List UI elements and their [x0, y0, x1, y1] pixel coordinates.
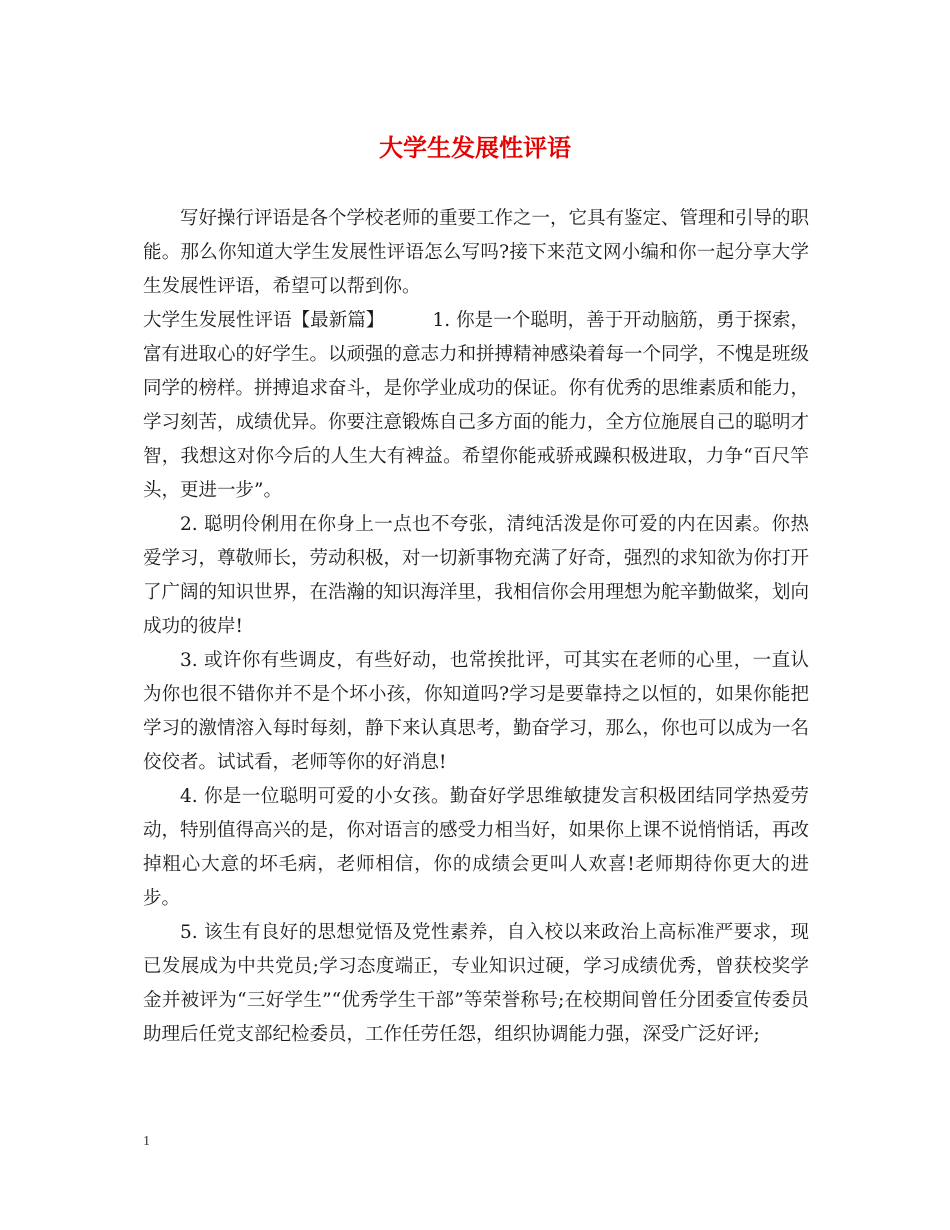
- section-paragraph: [143, 304, 809, 508]
- document-body: [143, 202, 809, 1052]
- section-heading: 大学生发展性评语【最新篇】: [143, 310, 385, 331]
- list-item: 2. 聪明伶俐用在你身上一点也不夸张，清纯活泼是你可爱的内在因素。你热爱学习，尊敬师长，劳动积极，对一切新事物充满了好奇，强烈的求知欲为你打开了广阔的知识世界，在浩瀚的知识海洋里，我相信你会用理想为舵辛勤做桨，划向成功的彼岸!: [143, 514, 810, 637]
- list-item: 1. 你是一个聪明，善于开动脑筋，勇于探索，富有进取心的好学生。以顽强的意志力和拼搏精神感染着每一个同学，不愧是班级同学的榜样。拼搏追求奋斗，是你学业成功的保证。你有优秀的思维素质和能力，学习刻苦，成绩优异。你要注意锻炼自己多方面的能力，全方位施展自己的聪明才智，我想这对你今后的人生大有裨益。希望你能戒骄戒躁积极进取，力争“百尺竿头，更进一步”。: [143, 310, 810, 501]
- intro-paragraph: 写好操行评语是各个学校老师的重要工作之一，它具有鉴定、管理和引导的职能。那么你知道大学生发展性评语怎么写吗?接下来范文网小编和你一起分享大学生发展性评语，希望可以帮到你。: [143, 208, 810, 297]
- page-number: 1: [143, 1134, 150, 1149]
- document-title: 大学生发展性评语: [379, 134, 571, 162]
- list-item: 4. 你是一位聪明可爱的小女孩。勤奋好学思维敏捷发言积极团结同学热爱劳动，特别值得高兴的是，你对语言的感受力相当好，如果你上课不说悄悄话，再改掉粗心大意的坏毛病，老师相信，你的成绩会更叫人欢喜!老师期待你更大的进步。: [143, 786, 810, 909]
- list-item: 3. 或许你有些调皮，有些好动，也常挨批评，可其实在老师的心里，一直认为你也很不错你并不是个坏小孩，你知道吗?学习是要靠持之以恒的，如果你能把学习的激情溶入每时每刻，静下来认真思考，勤奋学习，那么，你也可以成为一名佼佼者。试试看，老师等你的好消息!: [143, 650, 810, 773]
- list-item: 5. 该生有良好的思想觉悟及党性素养，自入校以来政治上高标准严要求，现已发展成为中共党员;学习态度端正，专业知识过硬，学习成绩优秀，曾获校奖学金并被评为“三好学生”“优秀学生干部”等荣誉称号;在校期间曾任分团委宣传委员助理后任党支部纪检委员，工作任劳任怨，组织协调能力强，深受广泛好评;: [143, 922, 809, 1045]
